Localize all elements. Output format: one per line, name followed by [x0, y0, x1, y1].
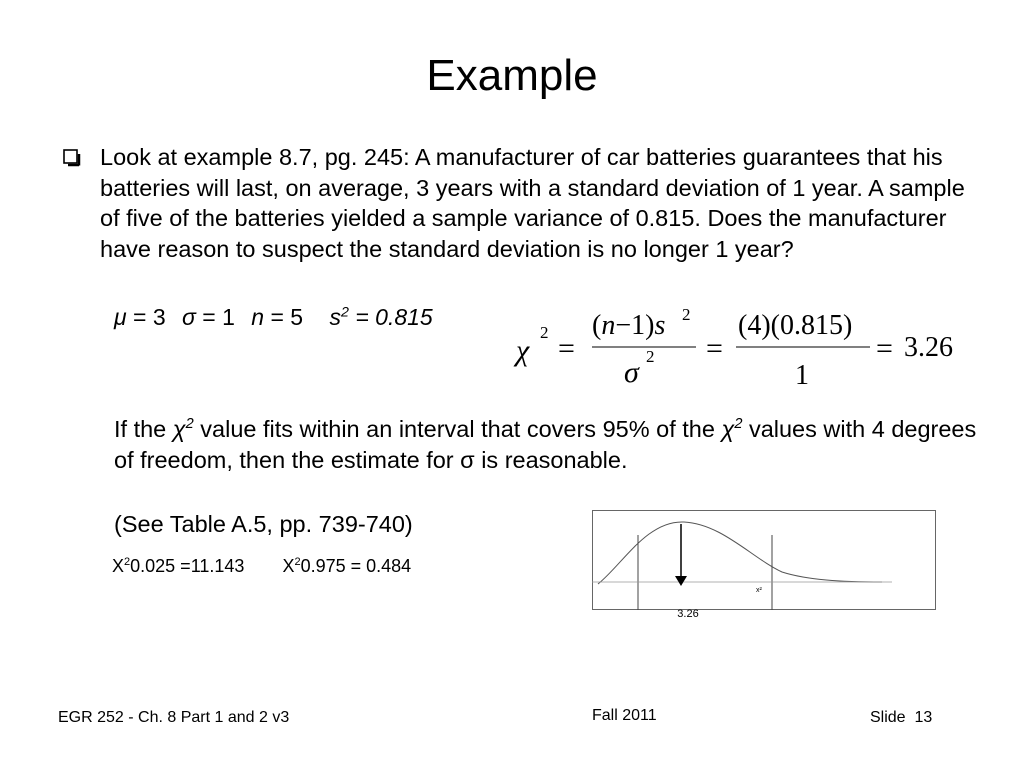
chi-square-distribution-chart — [592, 510, 936, 610]
mu-value: = 3 — [133, 304, 166, 330]
n-value: = 5 — [270, 304, 304, 330]
formula-denominator-2: 1 — [795, 360, 809, 391]
sigma-symbol: σ — [182, 304, 196, 330]
slide-title: Example — [426, 51, 598, 100]
critical-value-upper: $X^20.025 =11.143$ — [112, 556, 245, 576]
chi-symbol-2: χ — [721, 416, 735, 442]
formula-denominator-exponent: 2 — [646, 347, 655, 366]
formula-equals-2: = — [706, 332, 723, 365]
formula-chi-exponent: 2 — [540, 323, 549, 342]
parameter-list — [114, 302, 433, 332]
chi-square-formula — [508, 298, 978, 398]
footer-slide-number: Slide 13 — [870, 709, 933, 726]
checkbox-bullet-icon — [62, 148, 82, 168]
chi-symbol-1: χ — [172, 416, 186, 442]
mu-symbol: μ — [114, 304, 127, 330]
footer-term: Fall 2011 — [592, 707, 657, 724]
variance-expression — [330, 304, 433, 330]
formula-numerator-exponent: 2 — [682, 305, 691, 324]
footer-course: EGR 252 - Ch. 8 Part 1 and 2 v3 — [58, 709, 290, 726]
chart-axis-label: x² — [756, 587, 762, 594]
table-reference: (See Table A.5, pp. 739-740) — [114, 511, 413, 537]
bullet-text: Look at example 8.7, pg. 245: A manufacturer of car batteries guarantees that his batteries will last, on average, 3 years with a standard deviation of 1 year. A sample of five of the batteries yielded a sample variance of 0.815. Does the manufacturer have reason to suspect the standard deviation is no longer 1 year? — [100, 144, 965, 262]
chart-value-label: 3.26 — [677, 608, 699, 620]
interval-explanation: If the $\chi^2$ value fits within an interval that covers 95% of the $\chi^2$ values with 4 degrees of freedom, then the estimate for σ is reasonable. — [114, 416, 977, 473]
formula-denominator-1: σ — [624, 356, 639, 389]
formula-chi: χ — [516, 334, 530, 367]
formula-equals-3: = — [876, 332, 893, 365]
chart-frame — [593, 511, 936, 610]
sigma-value: = 1 — [202, 304, 235, 330]
formula-result: 3.26 — [904, 332, 953, 363]
formula-equals-1: = — [558, 332, 575, 365]
s-symbol: s — [329, 304, 341, 330]
formula-numerator-2: (4)(0.815) — [738, 310, 853, 341]
s-value: = 0.815 — [355, 304, 433, 330]
critical-values — [112, 553, 411, 579]
s-exponent: 2 — [341, 304, 349, 321]
critical-value-lower: $X^20.975 = 0.484$ — [282, 556, 412, 576]
formula-numerator-1: (n−1)s — [592, 310, 666, 341]
n-symbol: n — [251, 304, 265, 330]
